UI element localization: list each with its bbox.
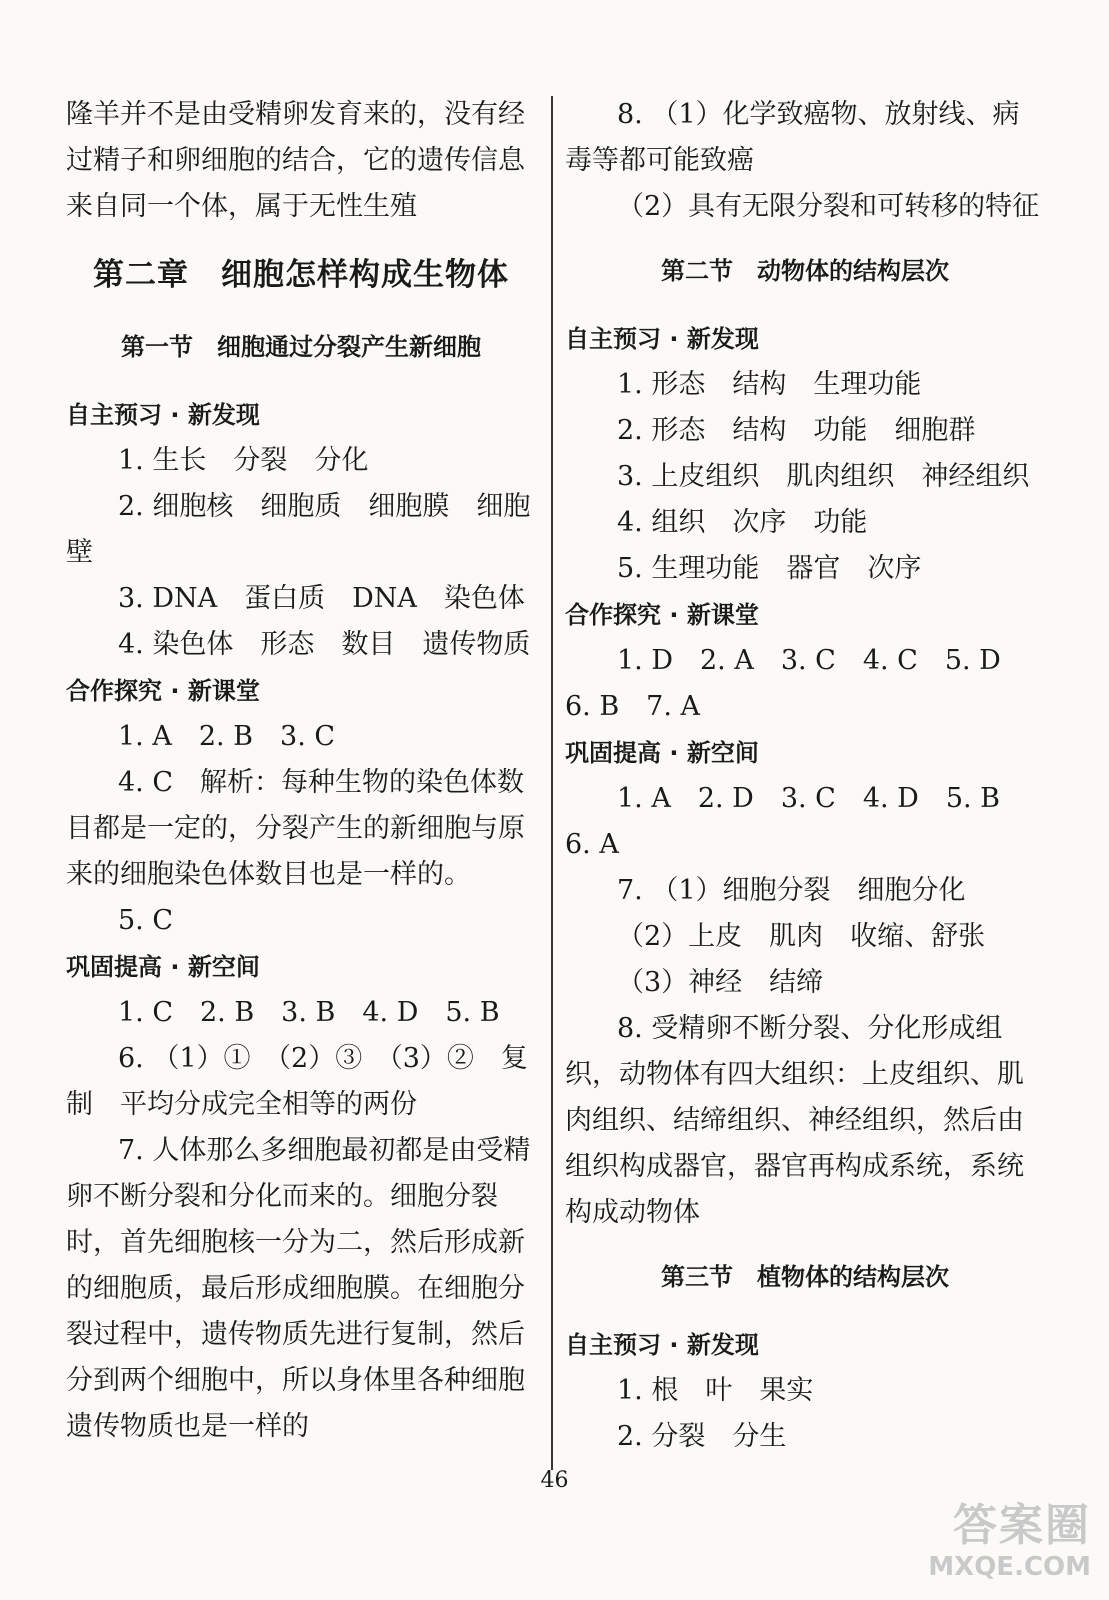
subheading: 巩固提高 · 新空间: [565, 739, 759, 767]
watermark-cn: 答案圈: [953, 1500, 1091, 1551]
answer-line: 1. A 2. B 3. C: [118, 721, 336, 752]
answer-line: 8. （1）化学致癌物、放射线、病毒等都可能致癌: [565, 99, 1020, 176]
subheading: 合作探究 · 新课堂: [66, 677, 260, 705]
answer-line: 2. 细胞核 细胞质 细胞膜 细胞壁: [66, 491, 531, 568]
left-column: [66, 92, 536, 1450]
answer-line: 4. 组织 次序 功能: [617, 507, 868, 538]
answer-line: 7. （1）细胞分裂 细胞分化: [617, 875, 966, 906]
answer-line: 5. 生理功能 器官 次序: [617, 553, 922, 584]
watermark-logo: [911, 1500, 1091, 1590]
answer-line: 4. C 解析：每种生物的染色体数目都是一定的，分裂产生的新细胞与原来的细胞染色体数目也是一样的。: [66, 767, 525, 890]
answer-line: 6. （1）① （2）③ （3）② 复制 平均分成完全相等的两份: [66, 1043, 528, 1120]
subheading: 合作探究 · 新课堂: [565, 601, 759, 629]
answer-line: 1. C 2. B 3. B 4. D 5. B: [118, 997, 500, 1028]
answer-line: 1. A 2. D 3. C 4. D 5. B 6. A: [565, 783, 1028, 860]
answer-line: 3. DNA 蛋白质 DNA 染色体: [118, 583, 525, 614]
answer-line: 1. 形态 结构 生理功能: [617, 369, 922, 400]
answer-line: 1. D 2. A 3. C 4. C 5. D 6. B 7. A: [565, 645, 1028, 722]
answer-line: 5. C: [118, 905, 174, 936]
section-title: 第三节 植物体的结构层次: [661, 1263, 949, 1291]
right-column: [565, 92, 1045, 1460]
answer-line: （3）神经 结缔: [617, 967, 824, 998]
answer-line: （2）具有无限分裂和可转移的特征: [617, 191, 1040, 222]
column-divider: [551, 96, 553, 1470]
subheading: 巩固提高 · 新空间: [66, 953, 260, 981]
subheading: 自主预习 · 新发现: [565, 325, 759, 353]
intro-paragraph: 隆羊并不是由受精卵发育来的，没有经过精子和卵细胞的结合，它的遗传信息来自同一个体，属于无性生殖: [66, 99, 525, 222]
answer-line: 7. 人体那么多细胞最初都是由受精卵不断分裂和分化而来的。细胞分裂时，首先细胞核一分为二，然后形成新的细胞质，最后形成细胞膜。在细胞分裂过程中，遗传物质先进行复制，然后分到两个细胞中，所以身体里各种细胞遗传物质也是一样的: [66, 1135, 531, 1442]
answer-line: （2）上皮 肌肉 收缩、舒张: [617, 921, 986, 952]
answer-line: 3. 上皮组织 肌肉组织 神经组织: [617, 461, 1030, 492]
section-title: 第二节 动物体的结构层次: [661, 257, 949, 285]
answer-line: 1. 根 叶 果实: [617, 1375, 814, 1406]
page-number: 46: [540, 1468, 569, 1493]
answer-line: 2. 形态 结构 功能 细胞群: [617, 415, 976, 446]
section-title: 第一节 细胞通过分裂产生新细胞: [121, 333, 481, 361]
subheading: 自主预习 · 新发现: [66, 401, 260, 429]
answer-line: 8. 受精卵不断分裂、分化形成组织，动物体有四大组织：上皮组织、肌肉组织、结缔组织、神经组织，然后由组织构成器官，器官再构成系统，系统构成动物体: [565, 1013, 1024, 1228]
chapter-title: 第二章 细胞怎样构成生物体: [93, 257, 509, 293]
subheading: 自主预习 · 新发现: [565, 1331, 759, 1359]
answer-line: 4. 染色体 形态 数目 遗传物质: [118, 629, 531, 660]
watermark-en: MXQE.COM: [928, 1552, 1091, 1582]
answer-line: 1. 生长 分裂 分化: [118, 445, 369, 476]
answer-line: 2. 分裂 分生: [617, 1421, 787, 1452]
